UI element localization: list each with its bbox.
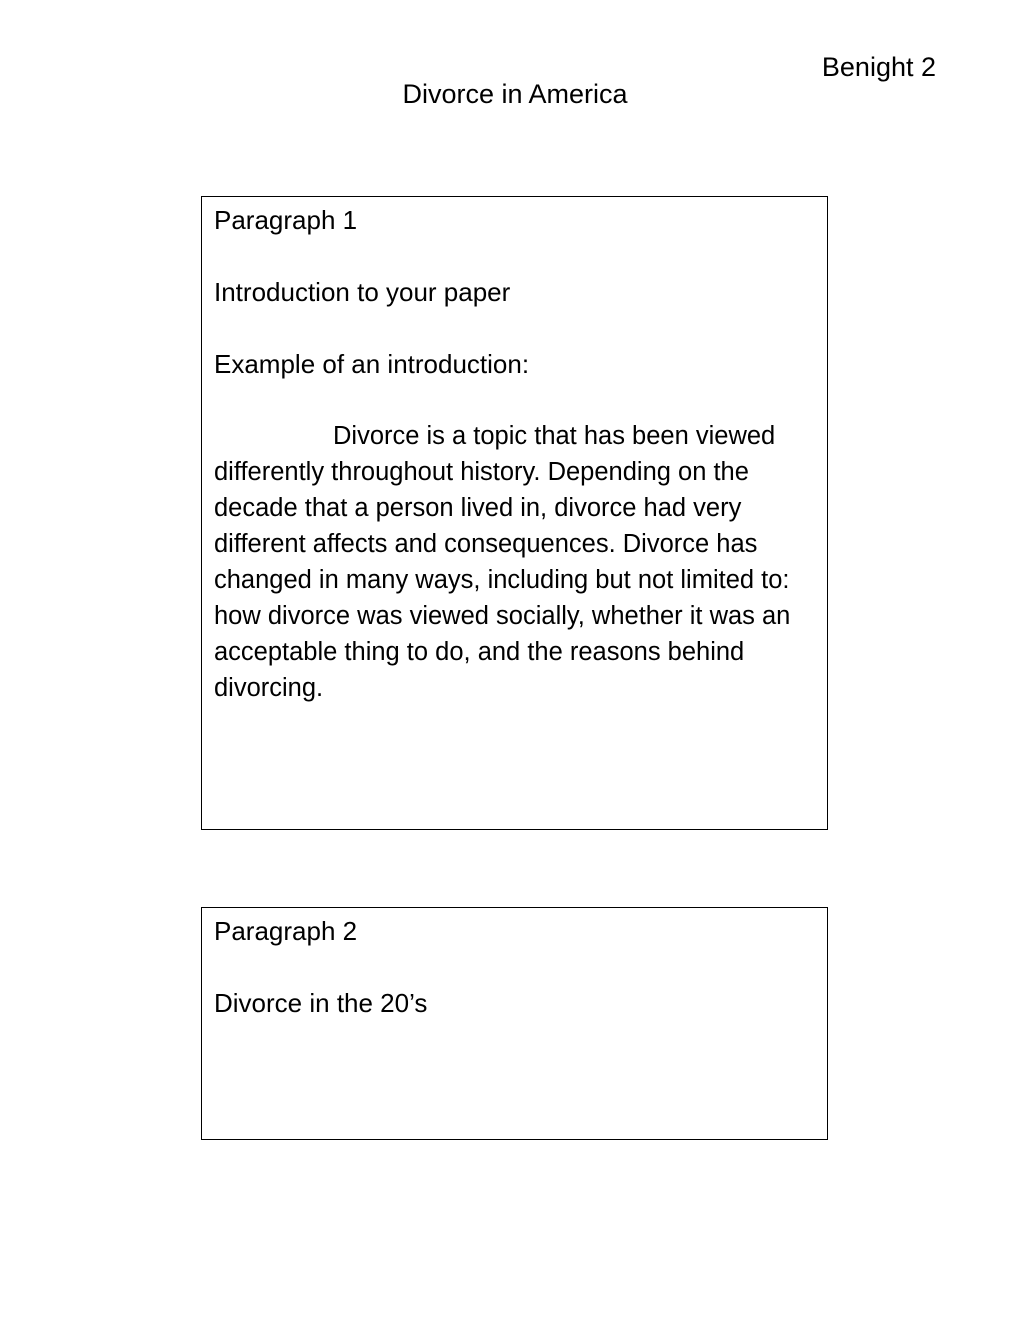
spacer xyxy=(214,310,815,346)
paragraph-box-1 xyxy=(201,196,828,830)
paragraph-1-subtitle: Introduction to your paper xyxy=(214,277,511,307)
paragraph-box-2 xyxy=(201,907,828,1140)
paragraph-2-label: Paragraph 2 xyxy=(214,916,358,946)
spacer xyxy=(214,238,815,274)
introduction-body: Divorce is a topic that has been viewed differently throughout history. Depending on the decade that a person lived in, divorce had very different affects and consequences. Divorce has changed in many ways, including but not limited to: how divorce was viewed socially, whether it was an acceptable thing to do, and the reasons behind divorcing. xyxy=(214,422,791,702)
example-label: Example of an introduction: xyxy=(214,349,530,379)
paragraph-1-label: Paragraph 1 xyxy=(214,205,358,235)
spacer xyxy=(214,382,815,418)
running-head: Benight 2 xyxy=(821,52,936,82)
paragraph-2-subtitle: Divorce in the 20’s xyxy=(214,988,428,1018)
spacer xyxy=(214,949,815,985)
document-title: Divorce in America xyxy=(402,79,628,109)
